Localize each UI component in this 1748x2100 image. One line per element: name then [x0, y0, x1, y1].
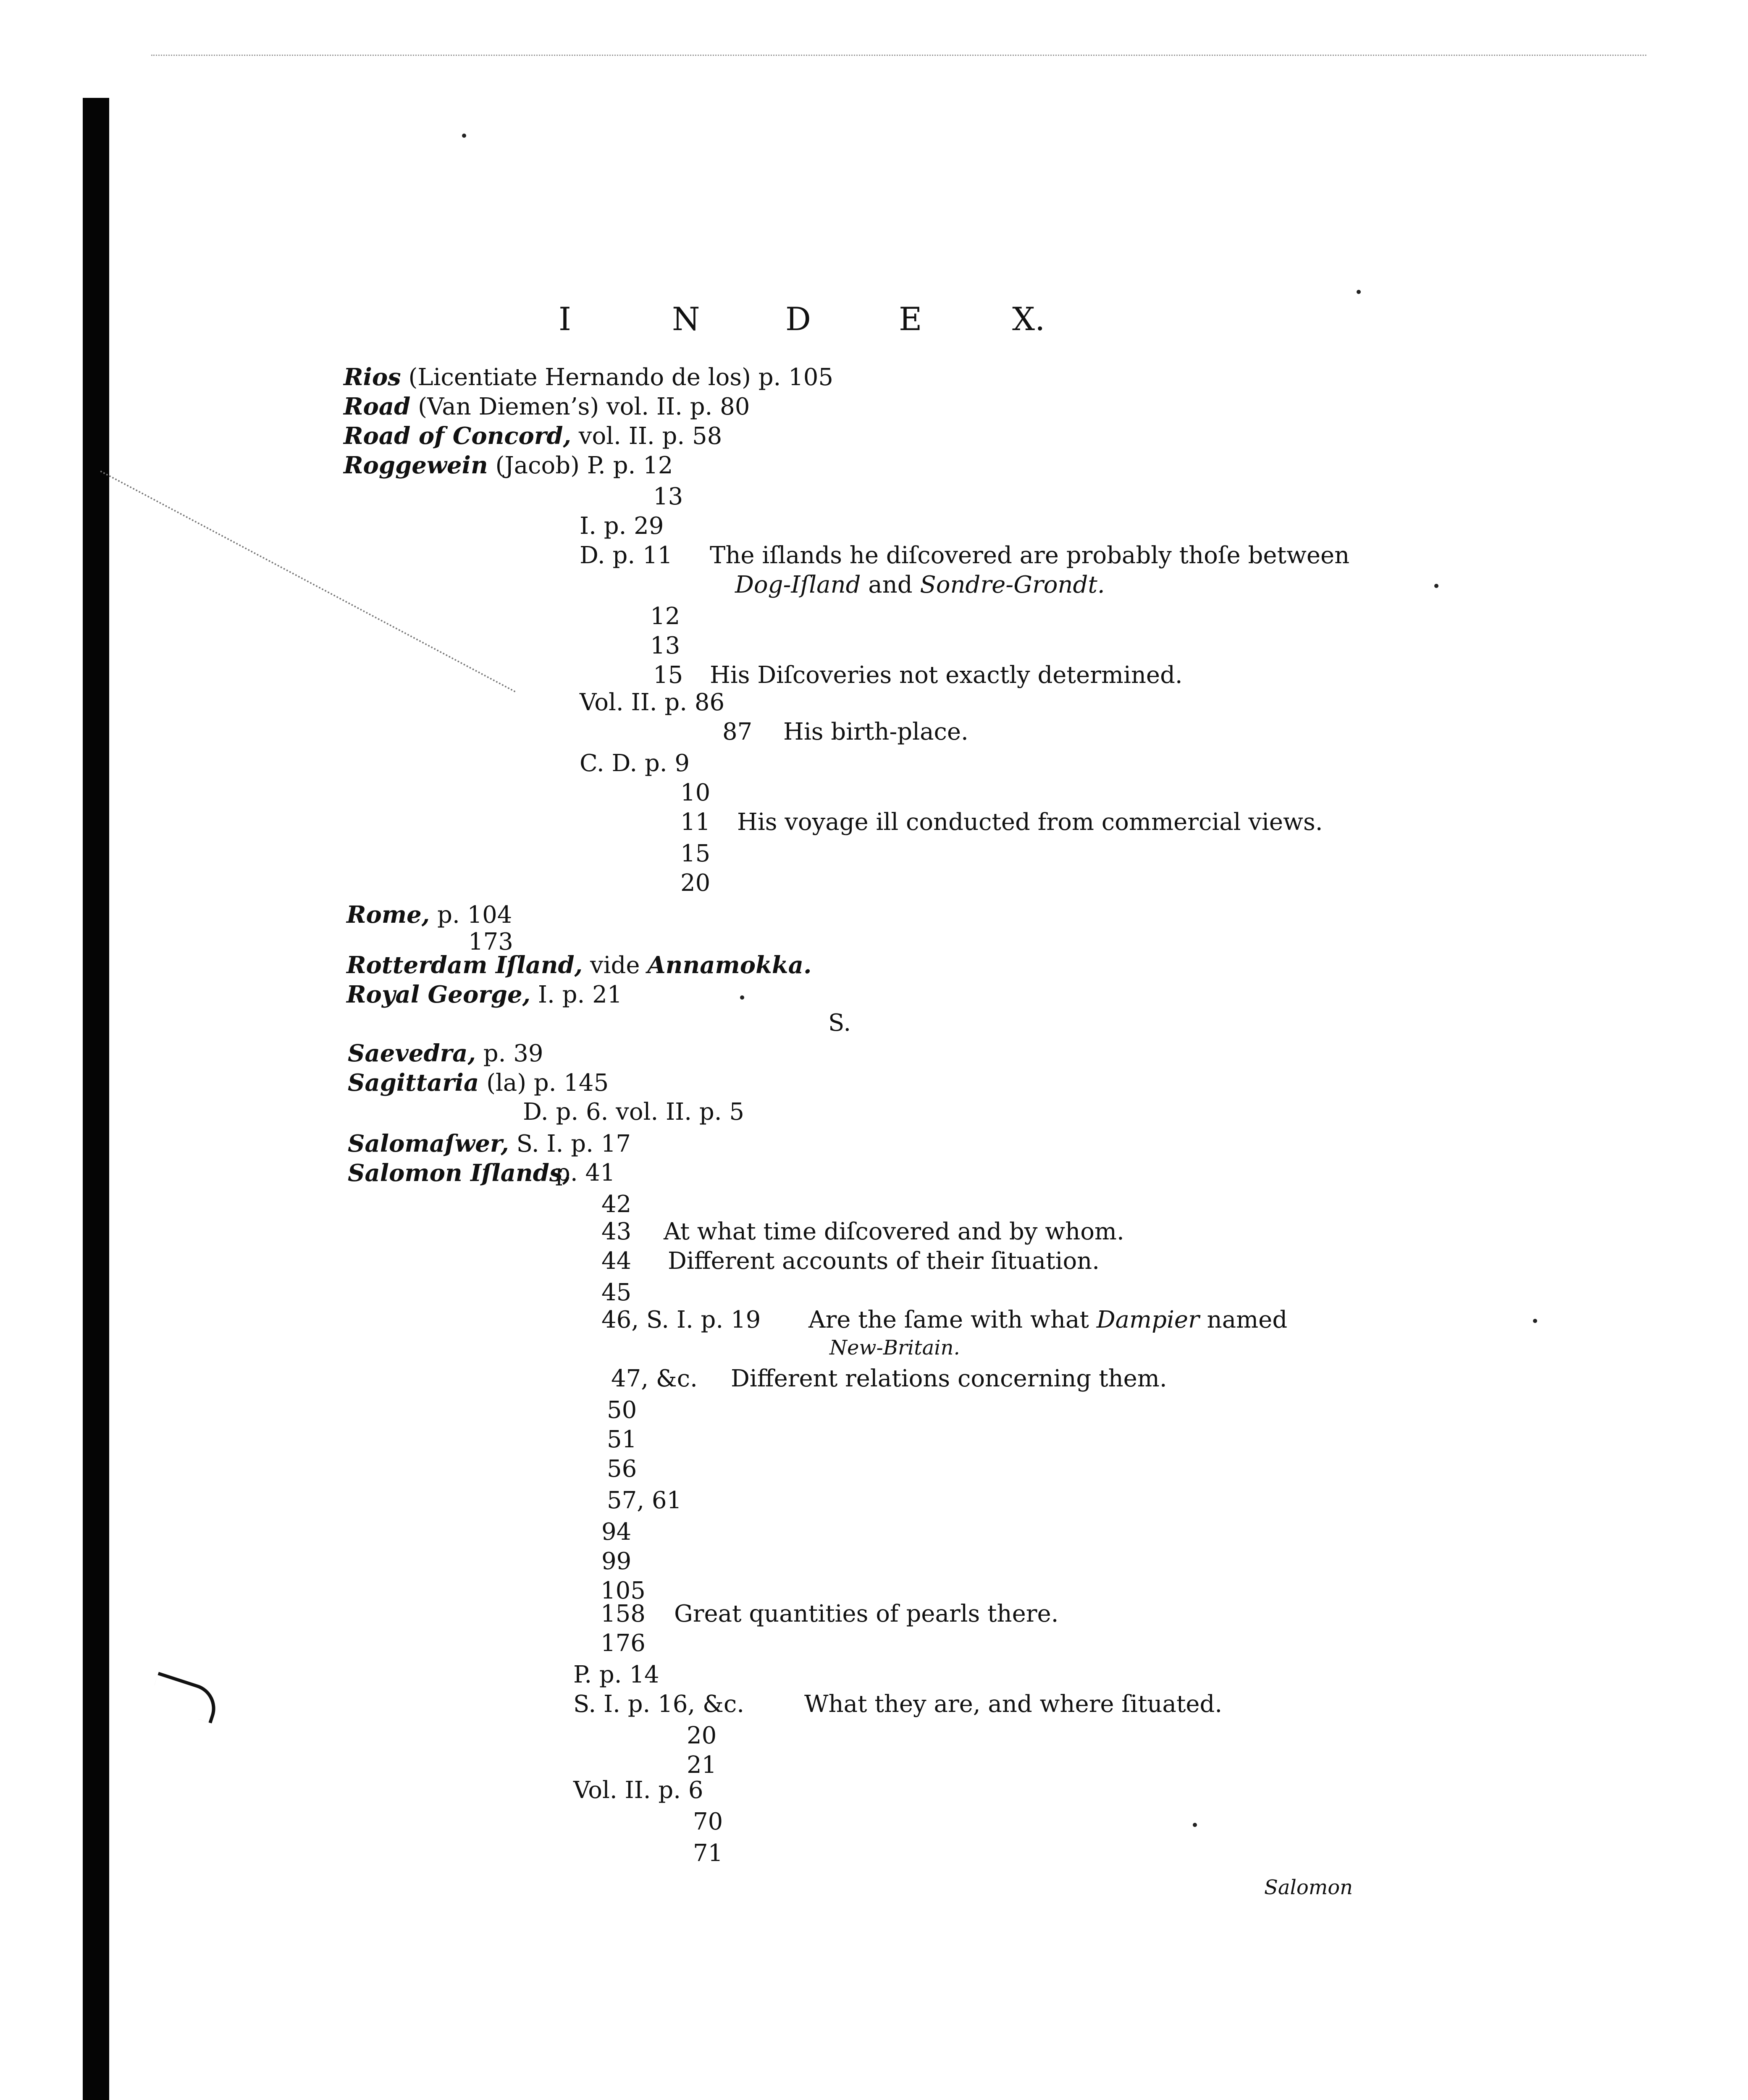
entry-heading: Road — [344, 393, 411, 420]
entry-rome — [346, 903, 512, 927]
entry-road-of-concord — [344, 424, 722, 448]
index-subreference: D. p. 6. vol. II. p. 5 — [523, 1098, 744, 1126]
entry-reference: (Jacob) P. p. 12 — [495, 452, 673, 479]
index-subreference: 15 — [653, 662, 683, 689]
index-subreference: 21 — [687, 1751, 717, 1779]
entry-salomaswer — [348, 1132, 631, 1156]
entry-salomon-islands — [348, 1161, 571, 1185]
entry-heading: Road of Concord, — [344, 422, 572, 450]
scan-top-edge — [151, 55, 1646, 56]
scan-speck — [1193, 1823, 1197, 1827]
title-letter: I — [559, 300, 572, 338]
index-note: Different relations concerning them. — [731, 1365, 1167, 1392]
entry-roggewein — [344, 454, 673, 478]
scan-binding-shadow — [83, 98, 109, 2100]
entry-heading: Rios — [344, 363, 401, 391]
entry-reference: p. 41 — [555, 1159, 615, 1186]
entry-reference: vol. II. p. 58 — [578, 423, 722, 450]
scan-speck — [740, 995, 744, 1000]
index-subreference: 57, 61 — [607, 1487, 682, 1514]
index-subreference: 20 — [680, 869, 711, 897]
entry-heading: Rome, — [346, 901, 430, 929]
entry-road — [344, 395, 750, 419]
entry-heading: Sagittaria — [348, 1069, 479, 1097]
place-name: Sondre-Grondt. — [920, 571, 1105, 598]
index-subreference: 176 — [601, 1630, 646, 1657]
index-note: The iſlands he diſcovered are probably thoſe between — [710, 542, 1350, 569]
index-note: Great quantities of pearls there. — [674, 1600, 1059, 1628]
index-note: What they are, and where ſituated. — [804, 1690, 1223, 1718]
index-subreference: 46, S. I. p. 19 — [601, 1306, 761, 1334]
index-subreference: S. I. p. 16, &c. — [573, 1690, 745, 1718]
index-note: His Diſcoveries not exactly determined. — [710, 662, 1183, 689]
index-note: At what time diſcovered and by whom. — [664, 1218, 1124, 1245]
index-subreference: 45 — [601, 1279, 632, 1306]
index-subreference: 50 — [607, 1396, 637, 1424]
index-note — [808, 1308, 1287, 1332]
title-letter: E — [899, 300, 922, 338]
index-subreference: Vol. II. p. 86 — [580, 689, 725, 716]
index-subreference: P. p. 14 — [573, 1661, 659, 1688]
index-subreference: 15 — [680, 840, 711, 867]
index-subreference: 51 — [607, 1426, 637, 1453]
index-subreference: 44 — [601, 1247, 632, 1275]
section-letter: S. — [828, 1009, 851, 1037]
index-note: His voyage ill conducted from commercial views. — [737, 808, 1323, 836]
index-subreference: 99 — [601, 1548, 632, 1575]
index-subreference: Vol. II. p. 6 — [573, 1777, 703, 1804]
title-letter: X. — [1012, 300, 1045, 338]
index-subreference: 43 — [601, 1218, 632, 1245]
entry-royal-george — [346, 983, 622, 1007]
scan-speck — [462, 134, 466, 138]
note-text: named — [1207, 1306, 1288, 1334]
entry-reference: S. I. p. 17 — [516, 1130, 631, 1158]
entry-heading: Salomaſwer, — [348, 1130, 509, 1158]
index-subreference: 173 — [468, 928, 513, 956]
entry-heading: Royal George, — [346, 981, 531, 1008]
cross-reference: Annamokka. — [647, 951, 812, 979]
index-subreference: 42 — [601, 1191, 632, 1218]
scan-speck — [1434, 584, 1438, 588]
index-subreference: 12 — [650, 603, 680, 630]
index-note — [735, 573, 1105, 597]
entry-heading: Salomon Iſlands, — [348, 1159, 571, 1187]
entry-heading: Saevedra, — [348, 1040, 476, 1067]
index-note: Different accounts of their ſituation. — [668, 1247, 1100, 1275]
scan-speck — [1357, 290, 1361, 294]
index-subreference: 47, &c. — [611, 1365, 698, 1392]
entry-saevedra — [348, 1042, 543, 1066]
entry-reference: I. p. 21 — [538, 981, 622, 1008]
index-title — [559, 300, 1126, 338]
index-subreference: 105 — [601, 1577, 646, 1604]
entry-heading: Roggewein — [344, 452, 488, 479]
index-subreference: 11 — [680, 808, 711, 836]
entry-rios — [344, 365, 833, 389]
entry-heading: Rotterdam Iſland, — [346, 951, 583, 979]
scan-diagonal-streak — [100, 470, 516, 693]
entry-reference: p. 39 — [483, 1040, 543, 1067]
title-letter: D — [785, 300, 811, 338]
index-note: His birth-place. — [783, 718, 968, 746]
entry-sagittaria — [348, 1071, 609, 1095]
catchword: Salomon — [1264, 1876, 1353, 1899]
note-word: and — [868, 571, 913, 598]
note-text: Are the ſame with what — [808, 1306, 1089, 1334]
index-subreference: C. D. p. 9 — [580, 750, 690, 777]
index-subreference: 20 — [687, 1722, 717, 1749]
index-subreference: 10 — [680, 779, 711, 806]
title-letter: N — [672, 300, 700, 338]
entry-reference: (Van Diemen’s) vol. II. p. 80 — [418, 393, 750, 420]
index-subreference: 158 — [601, 1600, 646, 1628]
index-subreference: 56 — [607, 1455, 637, 1483]
index-subreference: 13 — [653, 483, 683, 510]
index-subreference: 87 — [722, 718, 753, 746]
scan-ink-mark — [149, 1672, 222, 1723]
entry-reference: vide — [590, 952, 640, 979]
index-subreference: 71 — [693, 1840, 723, 1867]
scan-speck — [1533, 1319, 1537, 1323]
place-name: New-Britain. — [829, 1336, 960, 1360]
person-name: Dampier — [1096, 1306, 1199, 1334]
index-subreference: 13 — [650, 632, 680, 659]
entry-rotterdam-island — [346, 953, 812, 977]
entry-reference: (la) p. 145 — [486, 1069, 609, 1097]
entry-reference: (Licentiate Hernando de los) p. 105 — [408, 364, 834, 391]
index-subreference: 70 — [693, 1808, 723, 1835]
place-name: Dog-Iſland — [735, 571, 861, 598]
entry-reference: p. 104 — [437, 901, 512, 929]
index-subreference: D. p. 11 — [580, 542, 673, 569]
index-subreference: 94 — [601, 1518, 632, 1546]
index-subreference: I. p. 29 — [580, 512, 664, 540]
